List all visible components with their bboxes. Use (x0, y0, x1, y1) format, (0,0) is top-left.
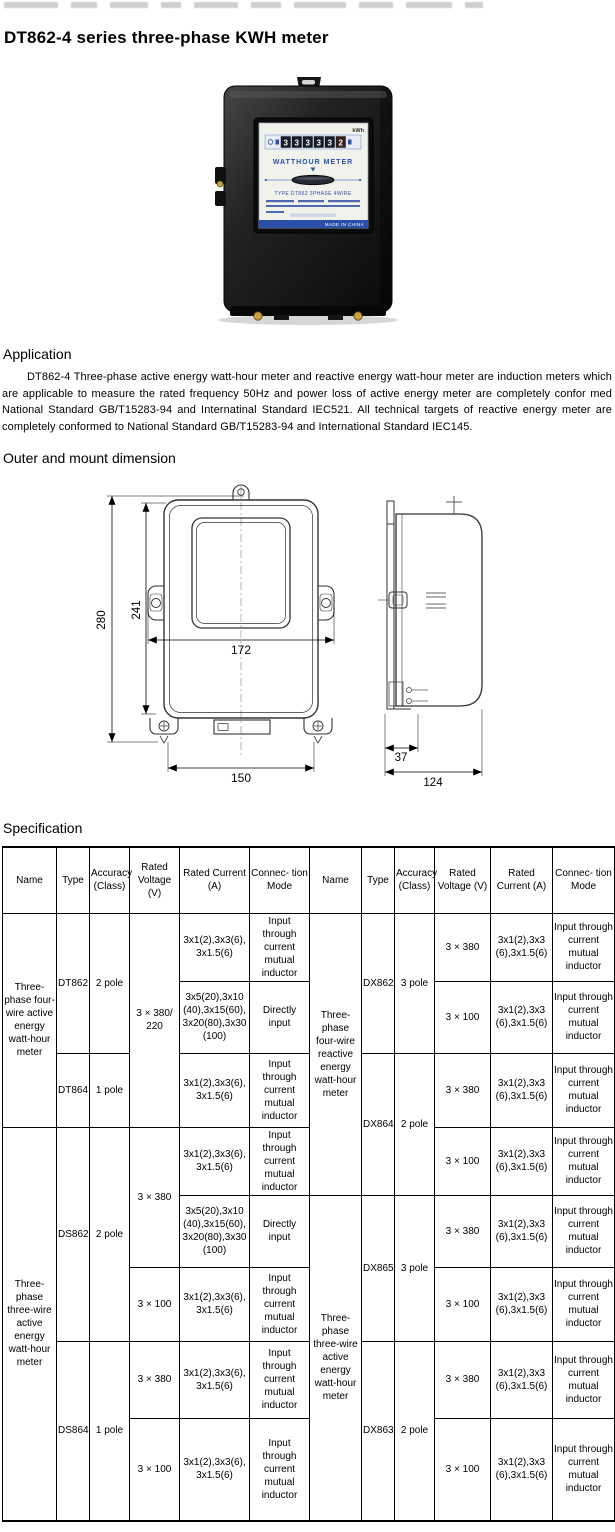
side-body-outline (396, 514, 482, 706)
cell-type: DX862 (362, 913, 395, 1053)
meter-unit-label: kWh (351, 128, 364, 134)
side-view (378, 496, 482, 789)
cell-current: 3x1(2),3x3 (6),3x1.5(6) (491, 981, 553, 1053)
cell-connection: Input through current mutual inductor (250, 1418, 310, 1521)
cell-current: 3x1(2),3x3 (6),3x1.5(6) (491, 1127, 553, 1195)
cell-connection: Input through current mutual inductor (250, 913, 310, 981)
cell-current: 3x1(2),3x3 (6),3x1.5(6) (491, 1195, 553, 1267)
meter-register (265, 135, 361, 149)
cell-connection: Input through current mutual inductor (553, 1053, 615, 1127)
cell-voltage: 3 × 380 (435, 1341, 491, 1418)
cell-connection: Input through current mutual inductor (553, 913, 615, 981)
axis-dot (359, 179, 361, 181)
cell-current: 3x1(2),3x3(6), 3x1.5(6) (180, 1341, 250, 1418)
axis-dot (265, 179, 267, 181)
cell-accuracy: 3 pole (395, 1195, 435, 1341)
text-blob (465, 2, 483, 8)
cell-current: 3x1(2),3x3(6), 3x1.5(6) (180, 1127, 250, 1195)
col-header-name-left: Name (3, 847, 57, 913)
text-blob (4, 2, 58, 8)
application-heading: Application (3, 346, 72, 362)
col-header-current-left: Rated Current (A) (180, 847, 250, 913)
dim-overall-depth-label: 124 (423, 777, 443, 789)
hook-slot (302, 80, 315, 85)
cell-connection: Input through current mutual inductor (553, 1127, 615, 1195)
cell-voltage: 3 × 100 (435, 1267, 491, 1341)
meter-shadow (218, 315, 398, 325)
cell-voltage: 3 × 380/ 220 (130, 913, 180, 1127)
digit: 3 (282, 138, 288, 148)
cell-current: 3x5(20),3x10(40),3x15(60),3x20(80),3x30 (100) (180, 981, 250, 1053)
terminal-screw (353, 312, 361, 320)
dim-mount-width-label: 172 (230, 643, 252, 657)
text-blob (294, 2, 346, 8)
cell-current: 3x1(2),3x3(6), 3x1.5(6) (180, 913, 250, 981)
text-blob (251, 2, 281, 8)
terminal-cover (230, 306, 386, 316)
dimension-drawing-svg (96, 474, 506, 800)
cell-accuracy: 2 pole (90, 1127, 130, 1341)
dim-overall-height-label: 280 (96, 610, 108, 630)
body-highlight (229, 91, 387, 98)
digit: 3 (326, 138, 332, 148)
cell-voltage: 3 × 100 (435, 1127, 491, 1195)
cell-current: 3x1(2),3x3 (6),3x1.5(6) (491, 1053, 553, 1127)
table-row (3, 1127, 615, 1195)
cell-current: 3x5(20),3x10(40),3x15(60),3x20(80),3x30 (100) (180, 1195, 250, 1267)
cell-current: 3x1(2),3x3 (6),3x1.5(6) (491, 1267, 553, 1341)
meter-type-line: TYPE DT862 3PHASE 4WIRE (273, 191, 352, 197)
side-dimension-lines (385, 709, 482, 776)
cell-connection: Input through current mutual inductor (250, 1267, 310, 1341)
cell-accuracy: 3 pole (395, 913, 435, 1053)
left-mount-ear (148, 586, 164, 620)
cell-current: 3x1(2),3x3(6), 3x1.5(6) (180, 1418, 250, 1521)
dim-body-height-label: 241 (131, 600, 143, 620)
cell-voltage: 3 × 380 (130, 1341, 180, 1418)
cell-connection: Input through current mutual inductor (553, 1341, 615, 1418)
col-header-type-right: Type (362, 847, 395, 913)
cell-voltage: 3 × 380 (435, 913, 491, 981)
meter-name-plate: WATTHOUR METER (272, 159, 353, 166)
side-seal-screw (217, 181, 223, 187)
cell-current: 3x1(2),3x3(6), 3x1.5(6) (180, 1267, 250, 1341)
meter-photo (0, 74, 615, 331)
cell-current: 3x1(2),3x3 (6),3x1.5(6) (491, 913, 553, 981)
application-body: DT862-4 Three-phase active energy watt-hour meter and reactive energy watt-hour meter are induction meters which are applicable to measure the rated frequency 50Hz and power loss of active energy meter are completely confor med National Standard GB/T15283-94 and Internatinal Standard IEC521. All technical targets of reactive energy meter are completely conformed to National Standard GB/T15283-94 and International Standard IEC145. (2, 371, 612, 433)
digit: 3 (293, 138, 299, 148)
cell-name: Three-phase three-wire active energy watt-hour meter (3, 1127, 57, 1521)
cell-type: DT864 (57, 1053, 90, 1127)
cell-voltage: 3 × 100 (130, 1418, 180, 1521)
cell-voltage: 3 × 380 (435, 1053, 491, 1127)
col-header-voltage-right: Rated Voltage (V) (435, 847, 491, 913)
cell-name: Three-phase four-wire reactive energy watt-hour meter (310, 913, 362, 1195)
foot (274, 315, 289, 320)
digit: 3 (315, 138, 321, 148)
table-row (3, 1053, 615, 1127)
cell-current: 3x1(2),3x3 (6),3x1.5(6) (491, 1341, 553, 1418)
header-row (3, 847, 615, 913)
cell-connection: Input through current mutual inductor (250, 1053, 310, 1127)
cell-connection: Input through current mutual inductor (250, 1341, 310, 1418)
cell-type: DX864 (362, 1053, 395, 1195)
col-header-name-right: Name (310, 847, 362, 913)
cell-type: DT862 (57, 913, 90, 1053)
table-row (3, 913, 615, 981)
digit: 2 (337, 138, 343, 148)
right-mount-ear (318, 586, 334, 620)
table-row (3, 1341, 615, 1418)
text-blob (110, 2, 148, 8)
foot (328, 315, 343, 320)
col-header-current-right: Rated Current (A) (491, 847, 553, 913)
col-header-accuracy-right: Accuracy (Class) (395, 847, 435, 913)
terminal-block (214, 720, 270, 734)
col-header-connection-left: Connec- tion Mode (250, 847, 310, 913)
cell-accuracy: 2 pole (395, 1341, 435, 1521)
cell-type: DX865 (362, 1195, 395, 1341)
dimension-heading: Outer and mount dimension (3, 450, 176, 466)
col-header-connection-right: Connec- tion Mode (553, 847, 615, 913)
cell-voltage: 3 × 380 (130, 1127, 180, 1267)
front-view (96, 485, 334, 785)
cell-connection: Directly input (250, 981, 310, 1053)
text-blob (71, 2, 97, 8)
cell-connection: Input through current mutual inductor (250, 1127, 310, 1195)
digit: 3 (304, 138, 310, 148)
page-title: DT862-4 series three-phase KWH meter (4, 28, 329, 47)
watermark (290, 214, 336, 218)
meter-photo-svg (202, 74, 414, 326)
register-mark (348, 140, 352, 145)
col-header-voltage-left: Rated Voltage (V) (130, 847, 180, 913)
disc-highlight (295, 177, 331, 180)
meter-made-in: MADE IN CHINA (324, 222, 364, 227)
cell-voltage: 3 × 100 (130, 1267, 180, 1341)
cell-name: Three-phase four-wire active energy watt-hour meter (3, 913, 57, 1127)
text-blob (406, 2, 452, 8)
side-tab (215, 191, 226, 206)
cell-name: Three-phase three-wire active energy watt-hour meter (310, 1195, 362, 1521)
specification-heading: Specification (3, 820, 83, 836)
cell-connection: Input through current mutual inductor (553, 1267, 615, 1341)
cell-connection: Input through current mutual inductor (553, 1418, 615, 1521)
cell-type: DS862 (57, 1127, 90, 1341)
text-blob (161, 2, 181, 8)
cell-current: 3x1(2),3x3(6), 3x1.5(6) (180, 1053, 250, 1127)
text-blob (194, 2, 238, 8)
cropped-text-remnant (0, 0, 615, 13)
cell-accuracy: 1 pole (90, 1341, 130, 1521)
cell-connection: Input through current mutual inductor (553, 981, 615, 1053)
mount-rail (387, 524, 394, 709)
dimension-drawing (96, 474, 615, 805)
cell-accuracy: 1 pole (90, 1053, 130, 1127)
cell-connection: Directly input (250, 1195, 310, 1267)
specification-table (2, 846, 615, 1522)
terminal-screw (253, 312, 261, 320)
col-header-accuracy-left: Accuracy (Class) (90, 847, 130, 913)
cell-accuracy: 2 pole (395, 1053, 435, 1195)
cell-type: DX863 (362, 1341, 395, 1521)
cell-type: DS864 (57, 1341, 90, 1521)
body-shade (380, 88, 391, 310)
register-mark (275, 140, 279, 145)
cell-voltage: 3 × 380 (435, 1195, 491, 1267)
cell-voltage: 3 × 100 (435, 1418, 491, 1521)
dim-front-depth-label: 37 (394, 752, 408, 764)
cell-accuracy: 2 pole (90, 913, 130, 1053)
cell-connection: Input through current mutual inductor (553, 1195, 615, 1267)
cell-voltage: 3 × 100 (435, 981, 491, 1053)
cell-current: 3x1(2),3x3 (6),3x1.5(6) (491, 1418, 553, 1521)
dim-bottom-width-label: 150 (230, 771, 252, 785)
col-header-type-left: Type (57, 847, 90, 913)
text-blob (359, 2, 393, 8)
